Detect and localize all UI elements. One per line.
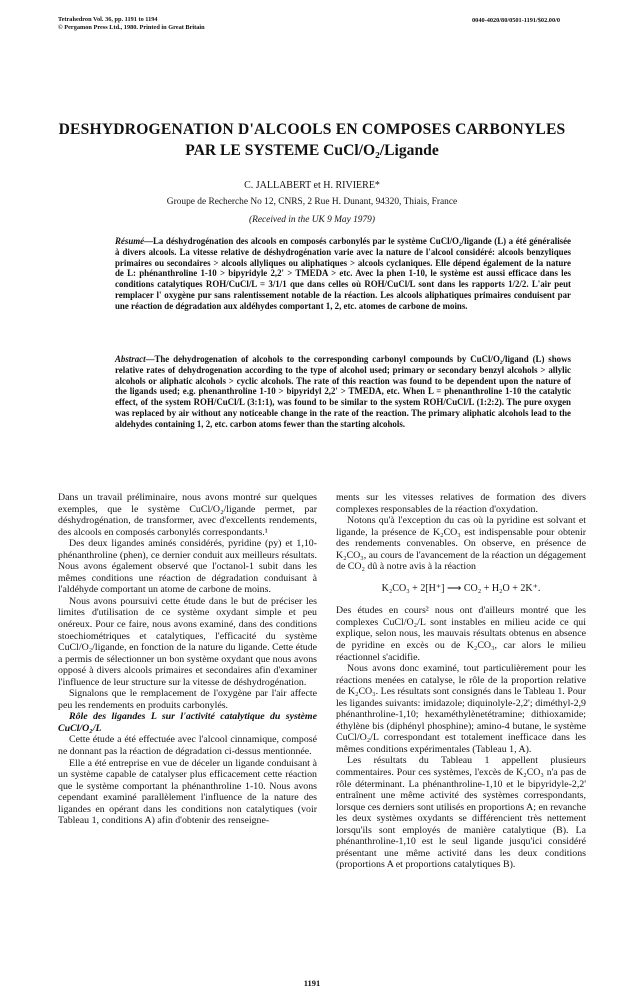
body-paragraph: Signalons que le remplacement de l'oxygène par l'air affecte peu les rendements en produits carbonylés. — [58, 688, 317, 711]
body-paragraph: Nous avons donc examiné, tout particulièrement pour les réactions menées en catalyse, le rôle de la proportion relative de K₂CO₃. Les résultats sont consignés dans le Tableau 1. Pour les ligandes suivants: imidazole; diquinolyle-2,2'; diméthyl-2,9 phénanthroline-1,10; hexaméthylènetétramine; dithioxamide; éthylène bis (diphényl phosphine); amino-4 butane, le système CuCl/O₂/L correspondant est totalement inefficace dans les mêmes conditions expérimentales (Tableau 1, A). — [336, 663, 586, 755]
page-number: 1191 — [303, 978, 321, 988]
resume-label: Résumé — [115, 236, 145, 246]
abstract-label: Abstract — [115, 354, 146, 364]
article-code: 0040-4020/80/0501-1191/$02.00/0 — [472, 17, 560, 24]
body-paragraph: Notons qu'à l'exception du cas où la pyridine est solvant et ligande, la présence de K₂CO₃ est indispensable pour obtenir des rendements convenables. On observe, en présence de K₂CO₃, au cours de l'avancement de la réaction un dégagement de CO₂ dû à notre avis à la réaction — [336, 515, 586, 573]
body-paragraph: Nous avons poursuivi cette étude dans le but de préciser les limites d'utilisation de ce système oxydant simple et peu onéreux. Pour ce faire, nous avons examiné, dans des conditions stoechiométriques et catalytiques, l'efficacité du système CuCl/O₂/ligande, en fonction de la nature du ligande. Cette étude a permis de sélectionner un bon système oxydant que nous avons opposé à divers alcools primaires et secondaires afin d'examiner l'influence de leur structure sur la vitesse de déshydrogénation. — [58, 595, 317, 688]
body-paragraph: Des deux ligandes aminés considérés, pyridine (py) et 1,10-phénanthroline (phen), ce dernier conduit aux meilleurs résultats. Nous avons également observé que l'octanol-1 subit dans les mêmes conditions une réaction de dégradation conduisant à l'aldéhyde comportant un atome de carbone de moins. — [58, 538, 317, 596]
resume-paragraph — [115, 236, 571, 312]
authors: C. JALLABERT et H. RIVIERE* — [244, 180, 380, 191]
resume-text: —La déshydrogénation des alcools en composés carbonylés par le système CuCl/O₂/ligande (L) a été généralisée à divers alcools. La vitesse relative de déshydrogénation varie avec la nature de l'alcool considéré: alcools benzyliques primaires ou secondaires > alcools allyliques ou aliphatiques > alcools cyclaniques. Elle dépend également de la nature de L: phénanthroline 1-10 > bipyridyle 2,2' > TMEDA > etc. Avec la phen 1-10, le système est aussi efficace dans les conditions catalytiques ROH/CuCl/L = 3/1/1 que dans celles où ROH/CuCl/L sont dans les rapports 1/2/2. L'air peut remplacer l' oxygène pur sans ralentissement notable de la réaction. Les alcools aliphatiques primaires conduisent par une réaction de dégradation aux aldéhydes comportant 1, 2, etc. atomes de carbone de moins. — [115, 236, 571, 311]
journal-header — [58, 16, 205, 32]
publisher-line: © Pergamon Press Ltd., 1980. Printed in Great Britain — [58, 24, 205, 31]
section-heading: Rôle des ligandes L sur l'activité catalytique du système CuCl/O₂/L — [58, 711, 317, 734]
abstract-paragraph — [115, 354, 571, 430]
title-line-2: PAR LE SYSTEME CuCl/O₂/Ligande — [185, 142, 439, 159]
title-line-1: DESHYDROGENATION D'ALCOOLS EN COMPOSES CARBONYLES — [58, 121, 566, 138]
received-date: (Received in the UK 9 May 1979) — [249, 215, 375, 225]
abstract-text: —The dehydrogenation of alcohols to the corresponding carbonyl compounds by CuCl/O₂/ligand (L) shows relative rates of dehydrogenation according to the type of alcohol used; primary or secondary benzyl alcohols > allylic alcohols or aliphatic alcohols > cyclic alcohols. The rate of this reaction was found to be dependent upon the nature of the ligands used; e.g. phenanthroline 1-10 > bipyridyl 2,2' > TMEDA, etc. When L = phenanthroline 1-10 the catalytic effect, of the system ROH/CuCl/L (3:1:1), was found to be similar to the system ROH/CuCl/L (1:2:2). The pure oxygen was replaced by air without any noticeable change in the rate of the reaction. The primary aliphatic alcohols lead to the aldehydes containing 1, 2, etc. carbon atoms fewer than the starting alcohols. — [115, 354, 571, 429]
body-paragraph: Des études en cours² nous ont d'ailleurs montré que les complexes CuCl/O₂/L sont instables en milieu acide ce qui explique, selon nous, les mauvais résultats obtenus en absence de pyridine en excès ou de K₂CO₃, car alors le milieu réactionnel s'acidifie. — [336, 605, 586, 663]
body-paragraph: Cette étude a été effectuée avec l'alcool cinnamique, composé ne donnant pas la réaction de dégradation ci-dessus mentionnée. — [58, 734, 317, 758]
journal-line: Tetrahedron Vol. 36, pp. 1191 to 1194 — [58, 16, 158, 23]
left-column — [58, 492, 317, 827]
body-paragraph: Elle a été entreprise en vue de déceler un ligande conduisant à un système capable de catalyser plus efficacement cette réaction que le système comportant la phénanthroline 1-10. Nous avons cependant examiné parallèlement l'influence de la nature des ligandes en opérant dans les conditions non catalytiques (voir Tableau 1, conditions A) afin d'obtenir des renseigne- — [58, 757, 317, 827]
affiliation: Groupe de Recherche No 12, CNRS, 2 Rue H. Dunant, 94320, Thiais, France — [166, 197, 458, 207]
equation: K₂CO₃ + 2[H⁺] ⟶ CO₂ + H₂O + 2K⁺. — [381, 582, 541, 594]
body-paragraph: Dans un travail préliminaire, nous avons montré sur quelques exemples, que le système CuCl/O₂/ligande permet, par déshydrogénation, de transformer, avec d'excellents rendements, des alcools en composés carbonylés correspondants.¹ — [58, 492, 317, 538]
body-paragraph: ments sur les vitesses relatives de formation des divers complexes responsables de la réaction d'oxydation. — [336, 492, 586, 515]
right-column — [336, 492, 586, 871]
body-paragraph: Les résultats du Tableau 1 appellent plusieurs commentaires. Pour ces systèmes, l'excès de K₂CO₃ n'a pas de rôle déterminant. La phénanthroline-1,10 et le bipyridyle-2,2' entraînent une même activité des systèmes correspondants, lorsque ces derniers sont utilisés en proportions A; en revanche les deux systèmes oxydants se différencient très nettement lorsqu'ils sont employés de manière catalytique (B). La phénanthroline-1,10 est le seul ligande jusqu'ici considéré présentant une même activité dans les deux conditions (proportions A et proportions catalytiques B). — [336, 755, 586, 871]
